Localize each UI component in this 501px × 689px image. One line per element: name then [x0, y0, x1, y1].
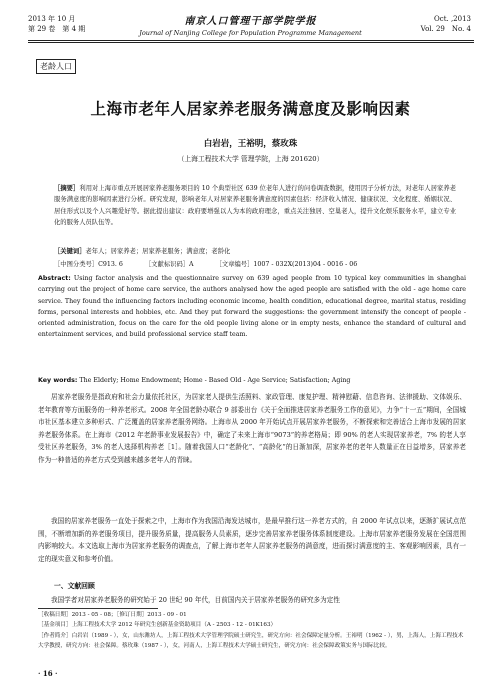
journal-title-en: Journal of Nanjing College for Population Programme Management — [139, 29, 362, 37]
keywords-cn — [54, 246, 456, 257]
header-date-en: Oct. ,2013 — [434, 15, 471, 23]
footnote-dates: ［收稿日期］2013 - 05 - 08；［修订日期］2013 - 09 - 01 — [38, 612, 187, 618]
body-paragraph-3: 我国学者对居家养老服务的研究始于 20 世纪 90 年代，目前国内关于居家养老服务的研究多为定性 — [51, 596, 340, 604]
journal-title-cn: 南京人口管理干部学院学报 — [184, 16, 317, 27]
keywords-cn-text: 老年人；居家养老；居家养老服务；满意度；老龄化 — [85, 248, 231, 255]
header-volume-en: Vol. 29 No. 4 — [420, 25, 471, 33]
article-number: ［文章编号］1007 - 032X(2013)04 - 0016 - 06 — [215, 261, 358, 268]
header-volume: 第 29 卷 第 4 期 — [28, 25, 86, 33]
header-rule — [28, 40, 474, 41]
article-authors: 白岩岩，王裕明，蔡玫珠 — [203, 139, 298, 149]
clc-number: ［中图分类号］C913. 6 — [54, 261, 123, 268]
header-rule-second — [28, 42, 474, 43]
section-heading: 一、文献回顾 — [54, 582, 95, 590]
keywords-en-label: Key words: — [38, 377, 78, 384]
author-affiliation: （上海工程技术大学 管理学院，上海 201620） — [177, 155, 324, 163]
abstract-cn-text: 利用对上海市重点开展居家养老服务项目的 10 个典型社区 639 位老年人进行的问卷调查数据，使用因子分析方法，对老年人居家养老服务满意度的影响因素进行分析。研究发现，影响老年人对居家养老服务满意度的因素包括：经济收入情况、健康状况、文化程度、婚姻状况、居住形式以及个人兴趣爱好等。据此提出建议：政府要增强以人为本的政府理念，重点关注独居、空巢老人，提升文化娱乐服务水平，建立专业化的服务人员队伍等。 — [54, 185, 457, 227]
body-paragraph-1: 居家养老服务是指政府和社会力量依托社区，为居家老人提供生活照料、家政管理、康复护理、精神慰藉、信息咨询、法律援助、文体娱乐、老年教育等方面服务的一种养老形式。2008 年全国老龄办联合 9 部委出台《关于全面推进居家养老服务工作的意见》，力争“十一五”期间，全国城市社区基本建立多种形式、广泛覆盖的居家养老服务网络。上海市从 2000 年开始试点开展居家养老服务，不断探索和完善适合上海市发展的居家养老服务体系。在上海市《2012 年老龄事业发展报告》中，确定了未来上海市“9073”的养老格局；即 90% 的老人实现居家养老，7% 的老人享受社区养老服务，3% 的老人选择机构养老［1］。随着我国人口“老龄化”、“高龄化”的日渐加深，居家养老的老年人数量正在日益增多，居家养老作为一种普适的养老方式受到越来越多老年人的青睐。 — [38, 393, 466, 464]
column-label: 老龄人口 — [36, 59, 76, 74]
abstract-cn — [54, 183, 456, 229]
footnote-rule — [38, 608, 158, 609]
header-issue-info-en — [421, 14, 471, 34]
document-code: ［文献标识码］A — [144, 261, 194, 268]
footnotes — [38, 610, 468, 651]
abstract-en-label: Abstract: — [38, 275, 71, 282]
abstract-cn-label: ［摘要］ — [54, 185, 80, 192]
classification-line — [54, 259, 456, 270]
keywords-cn-label: ［关键词］ — [54, 248, 86, 255]
abstract-en — [38, 273, 466, 341]
header-date: 2013 年 10 月 — [28, 15, 76, 23]
abstract-en-text: Using factor analysis and the questionnaire survey on 639 aged people from 10 typical key communities in shanghai carrying out the project of home care service, the authors analysed how the aged people are satisfied with the old - age home care service. They found the influencing factors including economic income, health condition, educational degree, marital status, residing forms, personal interests and hobbies, etc. And they put forward the suggestions: the government intensify the concept of people - oriented administration, focus on the care for the old people living alone or in empty nests, enhance the standard of cultural and entertainment services, and build professional service staff team. — [38, 275, 466, 339]
body-paragraph-2: 我国的居家养老服务一直处于探索之中，上海市作为我国沿海发达城市，是最早推行这一养老方式的，自 2000 年试点以来，逐渐扩展试点范围，不断增加新的养老服务项目，提升服务质量，提高服务人员素质，逐步完善居家养老服务体系制度建设。上海市居家养老服务发展在全国范围内影响较大。本文选取上海市为居家养老服务的调查点，了解上海市老年人居家养老服务的满意度，进而探讨满意度的主、客观影响因素，具有一定的现实意义和参考价值。 — [38, 517, 466, 563]
keywords-en — [38, 375, 466, 386]
page-number: · 16 · — [38, 669, 58, 678]
footnote-author-intro: ［作者简介］白岩岩（1989 - ），女，山东潍坊人，上海工程技术大学管理学院硕士研究生，研究方向：社会保障定量分析。王裕明（1962 - ），男，上海人，上海工程技术大学教授，研究方向：社会保障。蔡玫珠（1987 - ），女，河南人，上海工程技术大学硕士研究生，研究方向：社会保障政策实务与国际比较。 — [38, 632, 464, 649]
footnote-fund: ［基金项目］上海工程技术大学 2012 年研究生创新基金资助项目（A - 2503 - 12 - 01K163） — [38, 622, 277, 629]
article-title: 上海市老年人居家养老服务满意度及影响因素 — [90, 100, 411, 118]
keywords-en-text: The Elderly; Home Endowment; Home - Based Old - Age Service; Satisfaction; Aging — [79, 377, 351, 384]
